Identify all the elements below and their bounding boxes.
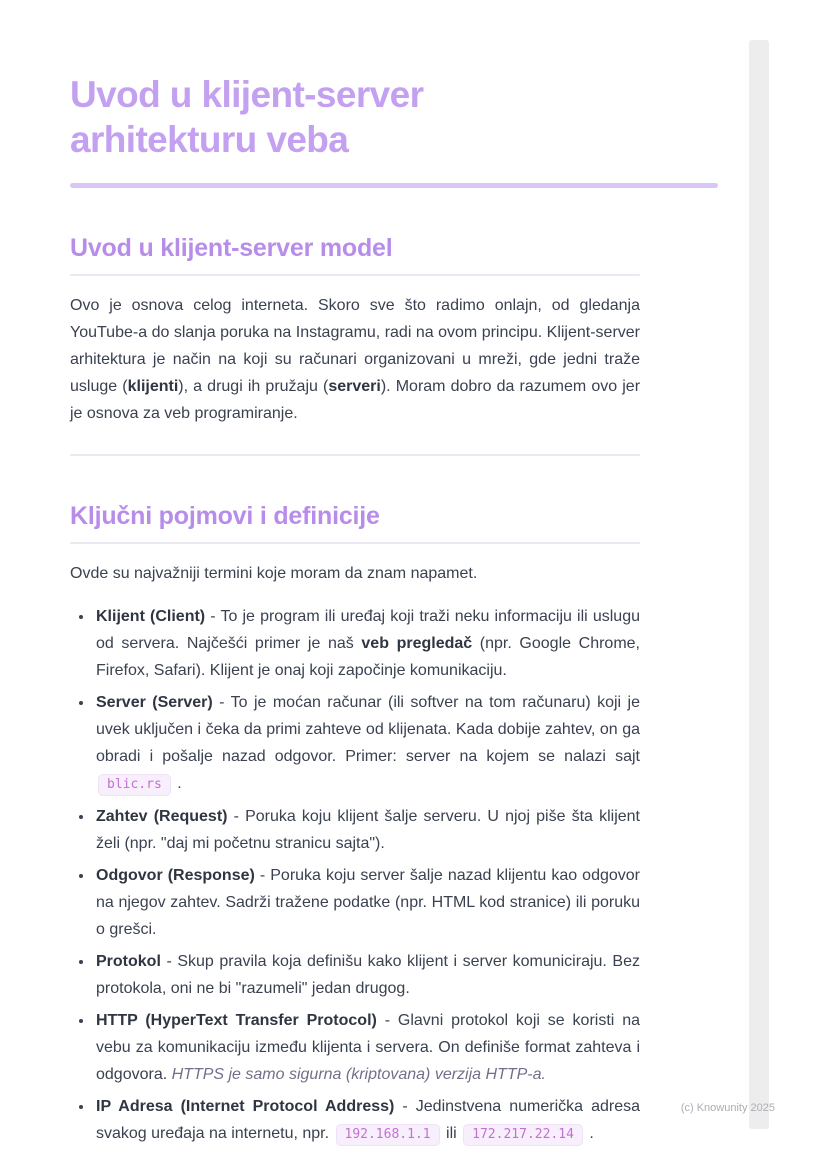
inline-code: blic.rs: [98, 774, 171, 796]
scrollbar[interactable]: [749, 40, 769, 1129]
text-segment: Zahtev (Request): [96, 808, 228, 825]
page-title: Uvod u klijent-server arhitekturu veba: [70, 74, 424, 160]
list-item-klijent: [94, 603, 640, 684]
text-segment: ili: [441, 1125, 462, 1142]
list-item-ip-adresa: [94, 1093, 640, 1148]
list-item-odgovor: [94, 862, 640, 943]
text-segment: (npr. Google Chrome, Firefox, Safari). Klijent je onaj koji započinje komunikaciju.: [96, 635, 641, 679]
text-segment: .: [172, 775, 182, 792]
text-segment: veb pregledač: [361, 635, 473, 652]
text-segment: .: [584, 1125, 594, 1142]
text-segment: - To je moćan računar (ili softver na tom računaru) koji je uvek uključen i čeka da primi zahteve od klijenata. Kada dobije zahtev, on ga obradi i pošalje nazad odgovor. Primer: server na kojem se nalazi sajt: [96, 694, 640, 765]
text-segment: HTTPS je samo sigurna (kriptovana) verzija HTTP-a.: [171, 1066, 546, 1083]
text-segment: serveri: [328, 378, 381, 395]
text-segment: - Poruka koju server šalje nazad klijentu kao odgovor na njegov zahtev. Sadrži tražene podatke (npr. HTML kod stranice) ili poruku o grešci.: [96, 867, 641, 938]
text-segment: HTTP (HyperText Transfer Protocol): [96, 1012, 377, 1029]
intro-paragraph: [70, 292, 640, 427]
section-heading-terms: Ključni pojmovi i definicije: [70, 502, 380, 530]
text-segment: Server (Server): [96, 694, 213, 711]
note-content: [70, 0, 640, 1153]
text-segment: klijenti: [127, 378, 179, 395]
list-item-server: [94, 689, 640, 798]
section-heading-intro: Uvod u klijent-server model: [70, 234, 393, 262]
text-segment: ), a drugi ih pružaju (: [178, 378, 329, 395]
text-segment: Klijent (Client): [96, 608, 206, 625]
list-item-protokol: [94, 948, 640, 1002]
section-divider: [70, 454, 640, 456]
text-segment: Ovo je osnova celog interneta. Skoro sve što radimo onlajn, od gledanja YouTube-a do slanja poruka na Instagramu, radi na ovom principu. Klijent-server arhitektura je način na koji su računari organizovani u mreži, gde jedni traže usluge (: [70, 297, 640, 395]
title-divider: [70, 183, 718, 188]
text-segment: ). Moram dobro da razumem ovo jer je osnova za veb programiranje.: [70, 378, 641, 422]
list-item-zahtev: [94, 803, 640, 857]
list-item-http: [94, 1007, 640, 1088]
text-segment: Protokol: [96, 953, 161, 970]
copyright-note: (c) Knowunity 2025: [680, 1102, 775, 1114]
text-segment: - To je program ili uređaj koji traži neku informaciju ili uslugu od servera. Najčešći primer je naš: [96, 608, 641, 652]
text-segment: - Jedinstvena numerička adresa svakog uređaja na internetu, npr.: [96, 1098, 640, 1142]
text-segment: IP Adresa (Internet Protocol Address): [96, 1098, 395, 1115]
terms-lead: Ovde su najvažniji termini koje moram da znam napamet.: [70, 565, 478, 582]
terms-list: [70, 603, 640, 1148]
text-segment: Odgovor (Response): [96, 867, 255, 884]
text-segment: - Poruka koju klijent šalje serveru. U njoj piše šta klijent želi (npr. "daj mi početnu stranicu sajta").: [96, 808, 640, 852]
text-segment: - Glavni protokol koji se koristi na vebu za komunikaciju između klijenta i servera. On definiše format zahteva i odgovora.: [96, 1012, 640, 1083]
heading-divider: [70, 542, 640, 544]
text-segment: - Skup pravila koja definišu kako klijent i server komuniciraju. Bez protokola, oni ne bi "razumeli" jedan drugog.: [96, 953, 640, 997]
inline-code: 192.168.1.1: [336, 1124, 440, 1146]
inline-code: 172.217.22.14: [463, 1124, 583, 1146]
heading-divider: [70, 274, 640, 276]
